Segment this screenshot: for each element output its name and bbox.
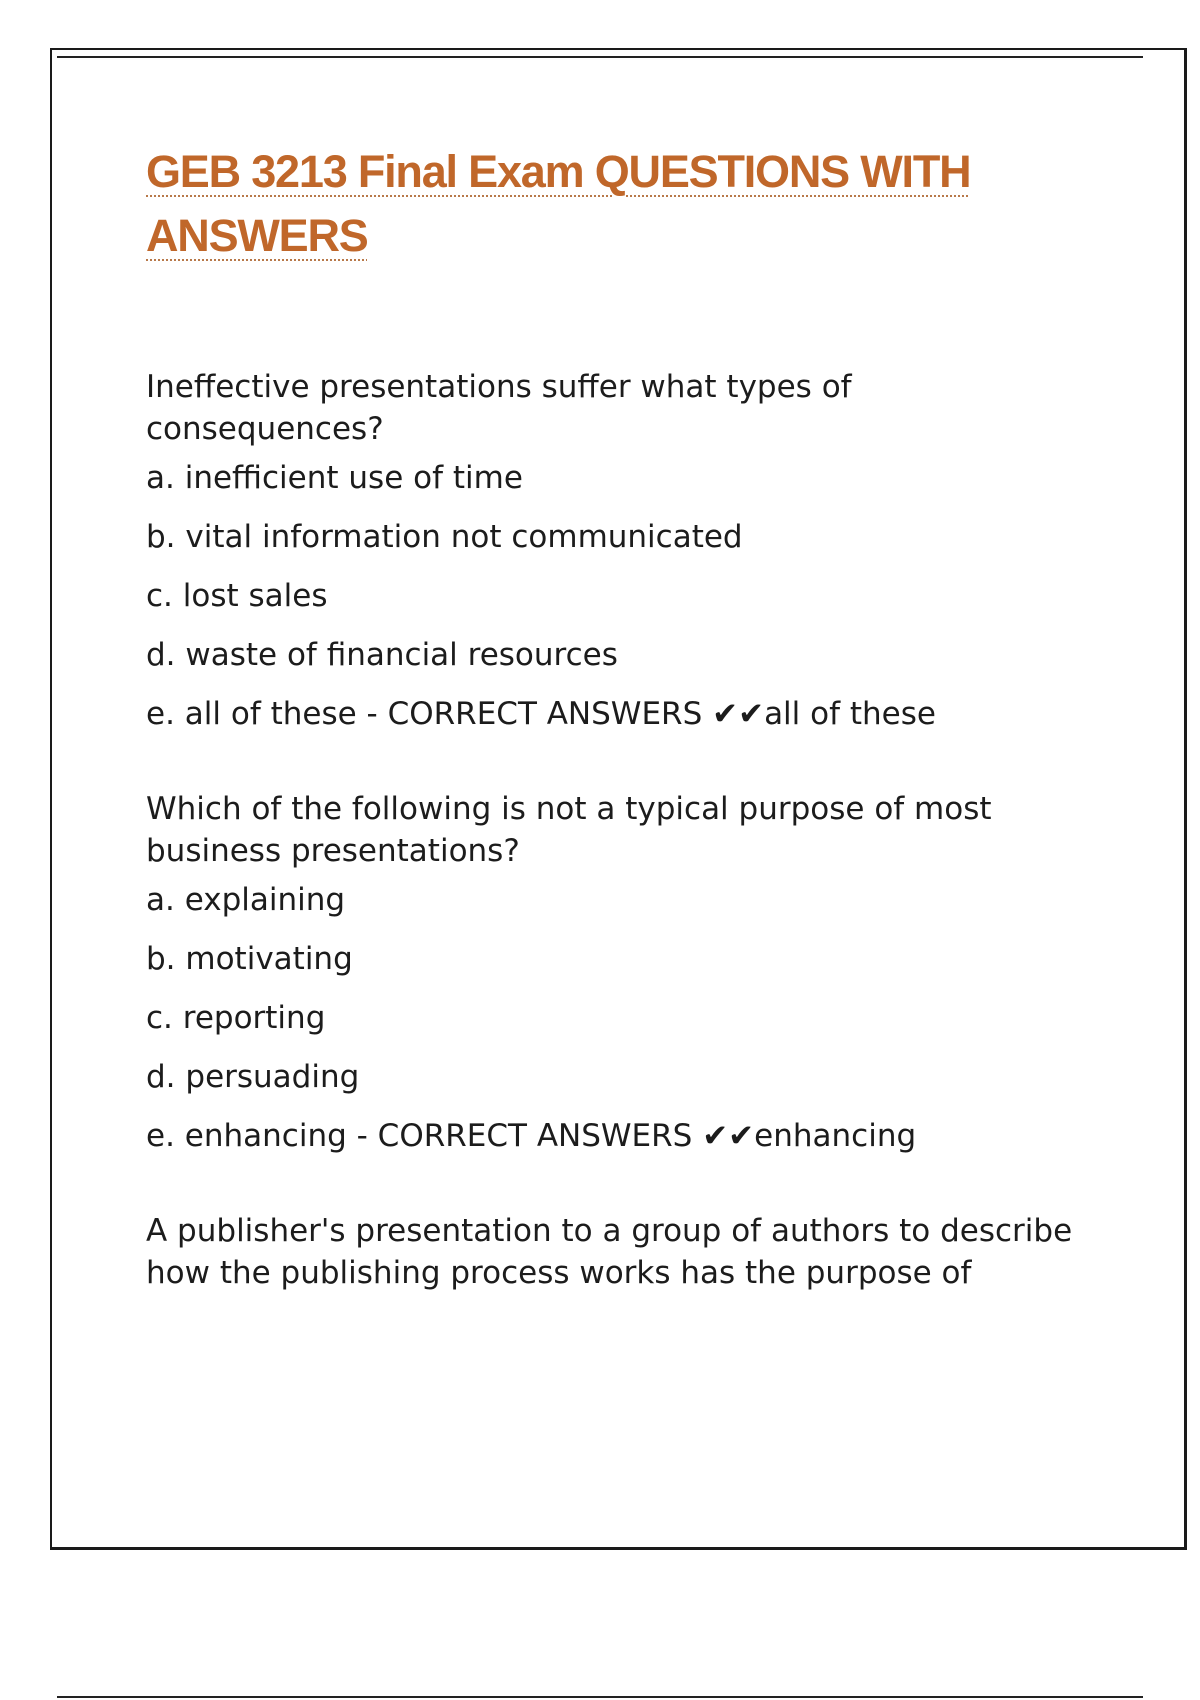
question-block	[146, 1210, 1076, 1294]
question-block	[146, 366, 1076, 733]
answer-option: d. persuading	[146, 1059, 360, 1095]
question-text: Which of the following is not a typical purpose of most business presentations?	[146, 791, 992, 869]
answer-option: b. motivating	[146, 941, 353, 977]
document-content	[146, 140, 1076, 1349]
answer-option-correct: e. all of these - CORRECT ANSWERS ✔✔all of these	[146, 696, 936, 732]
answer-option: b. vital information not communicated	[146, 519, 743, 555]
bottom-rule	[57, 1696, 1143, 1698]
answer-option: c. reporting	[146, 1000, 326, 1036]
answer-option-correct: e. enhancing - CORRECT ANSWERS ✔✔enhancing	[146, 1118, 917, 1154]
answer-option: a. inefficient use of time	[146, 460, 523, 496]
question-block	[146, 788, 1076, 1155]
answer-option: d. waste of financial resources	[146, 637, 618, 673]
answer-option: a. explaining	[146, 882, 346, 918]
question-text: Ineffective presentations suffer what types of consequences?	[146, 369, 852, 447]
top-rule	[57, 56, 1143, 58]
answer-option: c. lost sales	[146, 578, 328, 614]
question-list	[146, 366, 1076, 1294]
question-text: A publisher's presentation to a group of authors to describe how the publishing process works has the purpose of	[146, 1213, 1073, 1291]
document-title: GEB 3213 Final Exam QUESTIONS WITH ANSWERS	[146, 146, 971, 261]
